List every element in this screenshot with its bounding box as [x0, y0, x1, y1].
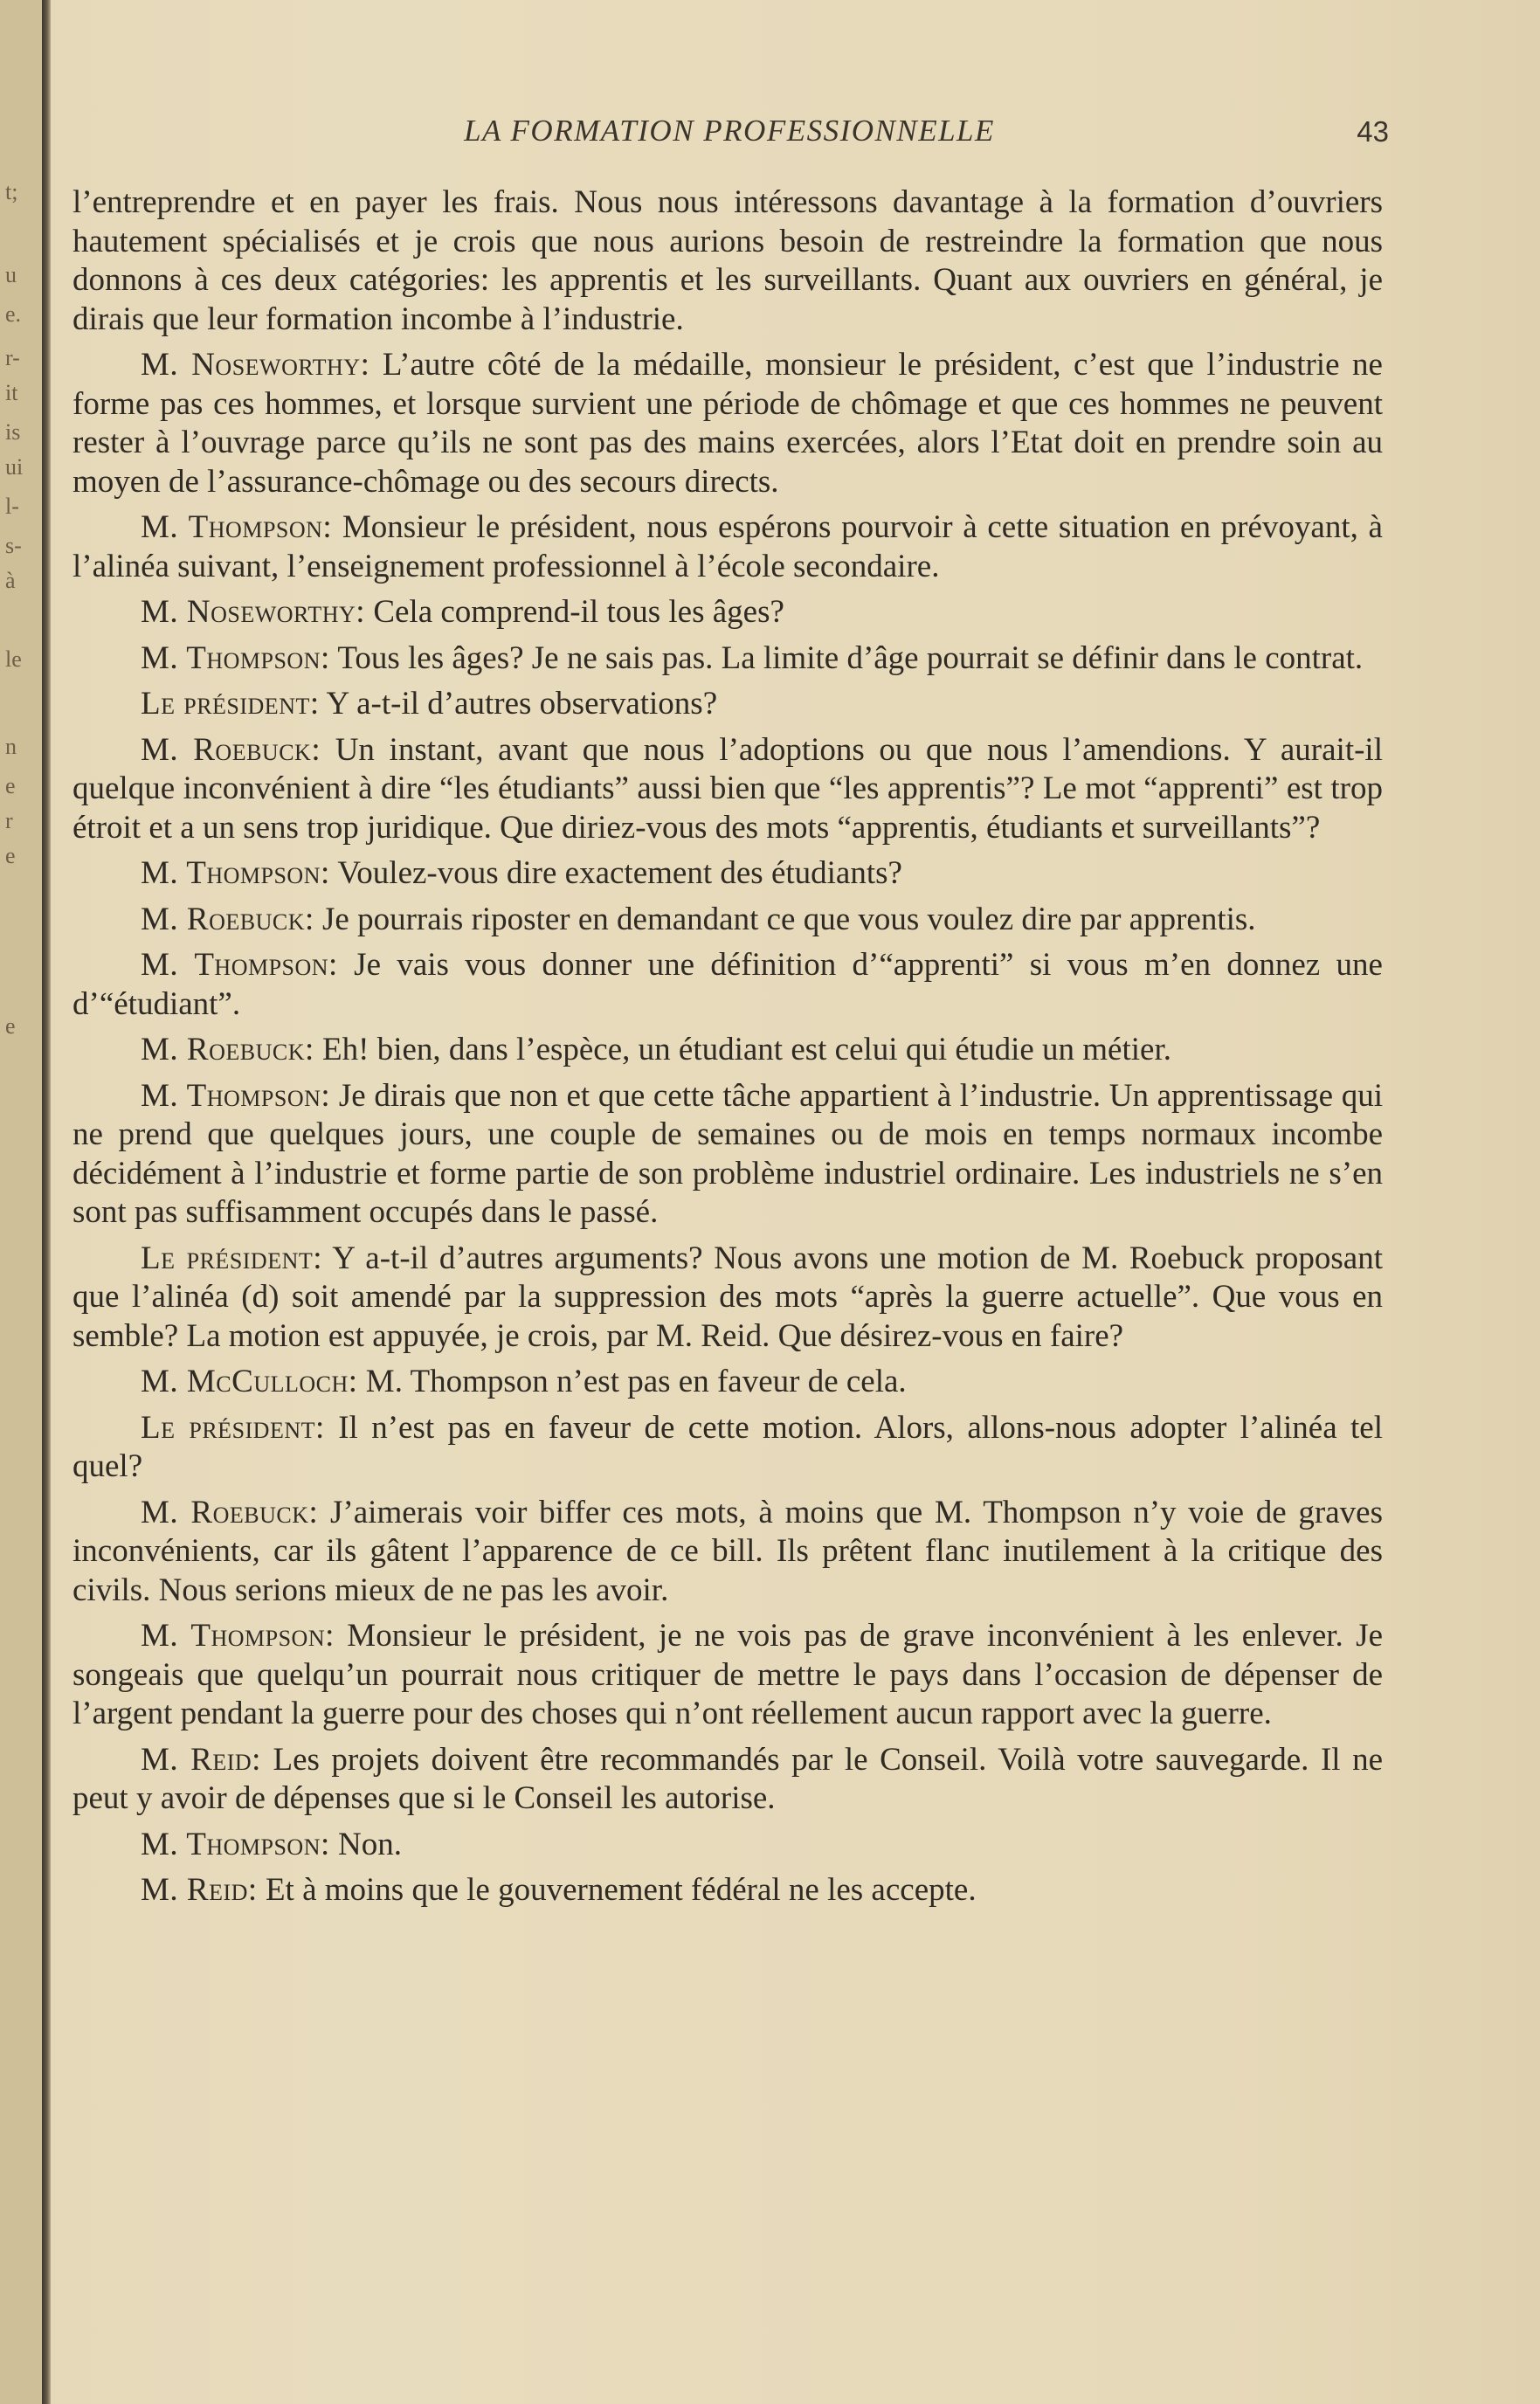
transcript-paragraph [73, 901, 1383, 940]
gutter-mark: r- [5, 345, 20, 370]
gutter-mark: e [5, 1013, 16, 1039]
speaker-name: M. McCulloch: [141, 1364, 358, 1399]
speech-text: Cela comprend-il tous les âges? [365, 594, 784, 630]
running-title: LA FORMATION PROFESSIONNELLE [464, 114, 995, 148]
speaker-name: Le président: [141, 1409, 325, 1446]
transcript-paragraph [73, 946, 1383, 1024]
speaker-name: M. Reid: [141, 1872, 258, 1908]
transcript-paragraph [73, 508, 1383, 586]
speaker-name: M. Thompson: [141, 1618, 335, 1654]
transcript-paragraph [73, 854, 1383, 894]
transcript-paragraph [73, 685, 1383, 724]
speech-text: Y a-t-il d’autres arguments? Nous avons une motion de M. Roebuck proposant que l’alinéa (d) soit amendé par la suppression des mots “après la guerre actuelle”. Que vous en semble? La motion est appuyée, je crois, par M. Reid. Que désirez-vous en faire? [73, 1240, 1383, 1354]
gutter-mark: e [5, 773, 16, 798]
speaker-name: Le président: [141, 1240, 323, 1276]
page-header [70, 114, 1389, 157]
binding-edge [42, 0, 51, 2404]
speech-text: Y a-t-il d’autres observations? [319, 686, 718, 722]
speaker-name: M. Thompson: [141, 1826, 330, 1862]
transcript-paragraph [73, 1409, 1383, 1487]
speech-text: Je dirais que non et que cette tâche appartient à l’industrie. Un apprentissage qui ne prend que quelques jours, une couple de semaines ou de mois en temps normaux incombe décidément à l’industrie et forme partie de son problème industriel ordinaire. Les industriels ne s’en sont pas suffisamment occupés dans le passé. [73, 1077, 1383, 1230]
transcript-paragraph [73, 1031, 1383, 1070]
speech-text: M. Thompson n’est pas en faveur de cela. [357, 1364, 907, 1399]
left-gutter [0, 0, 42, 2404]
speaker-name: M. Thompson: [141, 509, 333, 545]
speech-text: Je pourrais riposter en demandant ce que vous voulez dire par apprentis. [314, 901, 1256, 937]
transcript-paragraph [73, 593, 1383, 632]
speech-text: Il n’est pas en faveur de cette motion. Alors, allons-nous adopter l’alinéa tel quel? [73, 1409, 1383, 1484]
speech-text: Je vais vous donner une définition d’“apprenti” si vous m’en donnez une d’“étudiant”. [73, 947, 1383, 1022]
speaker-name: M. Thompson: [141, 1077, 331, 1114]
speaker-name: M. Roebuck: [141, 1494, 319, 1530]
gutter-mark: t; [5, 179, 18, 204]
transcript-paragraph [73, 1077, 1383, 1233]
gutter-mark: is [5, 419, 21, 445]
speaker-name: M. Roebuck: [141, 731, 321, 768]
transcript-paragraph [73, 1240, 1383, 1357]
speaker-name: Le président: [141, 686, 320, 722]
speech-text: L’autre côté de la médaille, monsieur le président, c’est que l’industrie ne forme pas ces hommes, et lorsque survient une période de chômage et que ces hommes ne peuvent rester à l’ouvrage parce qu’ils ne sont pas des mains exercées, alors l’Etat doit en prendre soin au moyen de l’assurance-chômage ou des secours directs. [73, 347, 1383, 500]
speaker-name: M. Roebuck: [141, 1032, 314, 1067]
transcript-paragraph [73, 183, 1383, 339]
speech-text: Et à moins que le gouvernement fédéral ne les accepte. [257, 1872, 977, 1908]
transcript-paragraph [73, 1826, 1383, 1865]
gutter-mark: le [5, 646, 22, 672]
page-number: 43 [1357, 115, 1389, 148]
transcript-paragraph [73, 1363, 1383, 1402]
gutter-mark: e. [5, 301, 22, 327]
transcript-paragraph [73, 1741, 1383, 1819]
gutter-mark: e [5, 843, 16, 868]
speech-text: Tous les âges? Je ne sais pas. La limite d’âge pourrait se définir dans le contrat. [329, 639, 1364, 676]
speaker-name: M. Thompson: [141, 639, 330, 676]
speaker-name: M. Thompson: [141, 855, 330, 891]
gutter-mark: n [5, 734, 17, 759]
speech-text: J’aimerais voir biffer ces mots, à moins que M. Thompson n’y voie de graves inconvénients, car ils gâtent l’apparence de ce bill. Ils prêtent flanc inutilement à la critique des civils. Nous serions mieux de ne pas les avoir. [73, 1494, 1383, 1608]
transcript-paragraph [73, 639, 1383, 679]
speech-text: Eh! bien, dans l’espèce, un étudiant est celui qui étudie un métier. [314, 1032, 1171, 1067]
gutter-mark: à [5, 568, 16, 593]
speech-text: Non. [329, 1826, 402, 1862]
gutter-mark: ui [5, 454, 24, 480]
transcript-body [73, 183, 1383, 1917]
speech-text: Les projets doivent être recommandés par le Conseil. Voilà votre sauvegarde. Il ne peut y avoir de dépenses que si le Conseil les autorise. [73, 1741, 1383, 1816]
transcript-paragraph [73, 1494, 1383, 1611]
speaker-name: M. Reid: [141, 1741, 261, 1778]
speaker-name: M. Noseworthy: [141, 594, 366, 630]
gutter-mark: it [5, 380, 18, 405]
transcript-paragraph [73, 731, 1383, 848]
transcript-paragraph [73, 1617, 1383, 1734]
speech-text: l’entreprendre et en payer les frais. Nous nous intéressons davantage à la formation d’ouvriers hautement spécialisés et je crois que nous aurions besoin de restreindre la formation que nous donnons à ces deux catégories: les apprentis et les surveillants. Quant aux ouvriers en général, je dirais que leur formation incombe à l’industrie. [73, 184, 1383, 337]
speaker-name: M. Thompson: [141, 947, 338, 983]
gutter-mark: u [5, 262, 17, 287]
gutter-mark: s- [5, 533, 22, 558]
speech-text: Un instant, avant que nous l’adoptions ou que nous l’amendions. Y aurait-il quelque inconvénient à dire “les étudiants” aussi bien que “les apprentis”? Le mot “apprenti” est trop étroit et a un sens trop juridique. Que diriez-vous des mots “apprentis, étudiants et surveillants”? [73, 731, 1383, 846]
speech-text: Voulez-vous dire exactement des étudiants? [329, 855, 902, 891]
transcript-paragraph [73, 1871, 1383, 1910]
gutter-mark: r [5, 808, 13, 833]
speech-text: Monsieur le président, je ne vois pas de grave inconvénient à les enlever. Je songeais que quelqu’un pourrait nous critiquer de mettre le pays dans l’occasion de dépenser de l’argent pendant la guerre pour des choses qui n’ont réellement aucun rapport avec la guerre. [73, 1618, 1383, 1731]
gutter-mark: l- [5, 494, 19, 519]
speaker-name: M. Noseworthy: [141, 347, 370, 383]
transcript-paragraph [73, 346, 1383, 501]
speech-text: Monsieur le président, nous espérons pourvoir à cette situation en prévoyant, à l’alinéa suivant, l’enseignement professionnel à l’école secondaire. [73, 509, 1383, 584]
speaker-name: M. Roebuck: [141, 901, 314, 937]
